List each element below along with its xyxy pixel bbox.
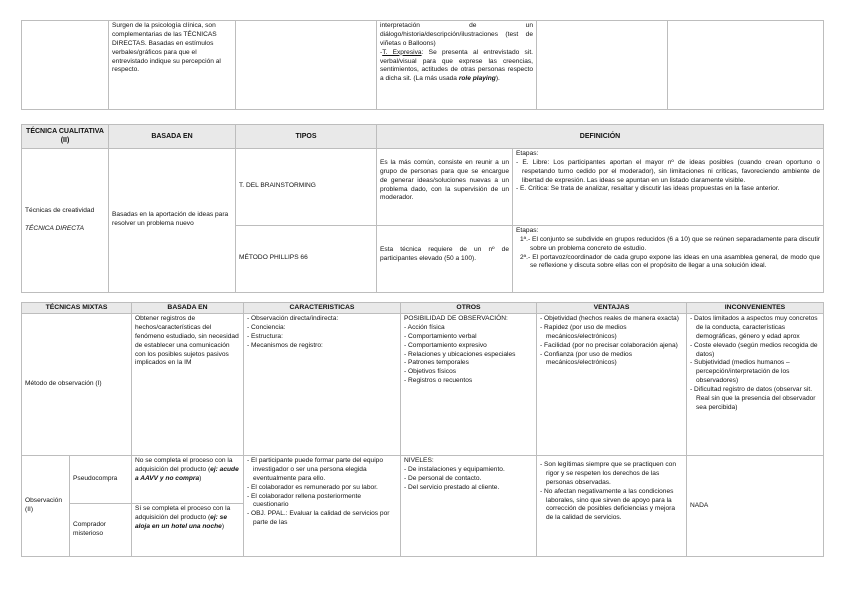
posibilidad-label: POSIBILIDAD DE OBSERVACIÓN: <box>404 315 508 322</box>
cell-comprador-misterioso: Comprador misterioso <box>70 504 132 557</box>
header-definicion: DEFINICIÓN <box>377 125 824 149</box>
cell-empty <box>236 21 377 110</box>
cell-tipo-brainstorming: T. DEL BRAINSTORMING <box>236 148 377 225</box>
def-phillips-etapas: Etapas: 1ª.- El conjunto se subdivide en grupos reducidos (6 a 10) que se reúnen separadamente para discutir sobre un problema concreto de estudio. 2ª.- El portavoz/coordinador de cada grupo expone las ideas en una asamblea general, de modo que se reflexione y discuta sobre ellas con el propósito de llegar a una solución ideal. <box>516 226 820 270</box>
cell-tipo-phillips: MÉTODO PHILLIPS 66 <box>236 225 377 292</box>
cell-def-brainstorming <box>377 148 824 225</box>
cell-comprador-basada: Sí se completa el proceso con la adquisición del producto (ej: se aloja en un hotel una noche) <box>132 504 244 557</box>
cell-metodo-basada: Obtener registros de hechos/características del fenómeno estudiado, sin necesidad de establecer una comunicación con los posibles sujetos pasivos implicados en la IM <box>132 314 244 456</box>
table-tecnicas-indirectas-cont <box>21 20 824 110</box>
tecnica-label: Técnicas de creatividad <box>25 206 95 214</box>
header-tecnicas-mixtas: TÉCNICAS MIXTAS <box>22 303 132 314</box>
cell-metodo-caracteristicas: - Observación directa/indirecta: - Conciencia: - Estructura: - Mecanismos de registro: <box>244 314 401 456</box>
cell-pseudocompra-basada: No se completa el proceso con la adquisición del producto (ej: acude a AAVV y no compra) <box>132 456 244 504</box>
etapa-2: 2ª.- El portavoz/coordinador de cada grupo expone las ideas en una asamblea general, de modo que se reflexione y discuta sobre ellas con el propósito de llegar a una solución ideal. <box>520 253 820 270</box>
cell-observacion-ii: Observación (II) <box>22 456 70 557</box>
def-interpretacion: interpretación de un diálogo/historia/descripción/ilustraciones (test de viñetas o Balloons) <box>380 22 533 47</box>
cell-empty <box>537 21 668 110</box>
cell-obs-ventajas: - Son legítimas siempre que se practiquen con rigor y se respeten los derechos de las personas observadas. - No afectan negativamente a las condiciones laborales, sino que sirven de apoyo para la corrección de posibles deficiencias y mejora de la calidad de servicios. <box>537 456 687 557</box>
etapa-critica: - E. Crítica: Se trata de analizar, resaltar y discutir las ideas propuestas en la fase anterior. <box>522 185 820 194</box>
cell-tecnica <box>22 148 109 292</box>
cell-pseudocompra: Pseudocompra <box>70 456 132 504</box>
cell-basada: Basadas en la aportación de ideas para resolver un problema nuevo <box>109 148 236 292</box>
header-otros: OTROS <box>401 303 537 314</box>
header-tecnica: TÉCNICA CUALITATIVA (II) <box>22 125 109 149</box>
cell-metodo-observacion: Método de observación (I) <box>22 314 132 456</box>
niveles-label: NIVELES: <box>404 457 434 464</box>
header-basada: BASADA EN <box>132 303 244 314</box>
cell-metodo-ventajas: - Objetividad (hechos reales de manera exacta) - Rapidez (por uso de medios mecánicos/electrónicos) - Facilidad (por no precisar colaboración ajena) - Confianza (por uso de medios mecánicos/electrónicos) <box>537 314 687 456</box>
cell-empty <box>668 21 824 110</box>
header-inconvenientes: INCONVENIENTES <box>687 303 824 314</box>
cell-def-phillips <box>377 225 824 292</box>
table-tecnicas-mixtas <box>21 302 824 557</box>
def-phillips-text: Esta técnica requiere de un nº de participantes elevado (50 a 100). <box>377 226 513 292</box>
tecnica-sub: TÉCNICA DIRECTA <box>25 224 84 232</box>
cell-metodo-inconvenientes: - Datos limitados a aspectos muy concretos de la conducta, características demográficas, género y edad aprox - Coste elevado (según medios recogida de datos) - Subjetividad (medios humanos – percepción/interpretación de los observadores) - Dificultad registro de datos (observar sit. Real sin que la presencia del observador sea percibida) <box>687 314 824 456</box>
header-tipos: TIPOS <box>236 125 377 149</box>
etapa-1: 1ª.- El conjunto se subdivide en grupos reducidos (6 a 10) que se reúnen separadamente para discutir sobre un problema concreto de estudio. <box>520 235 820 252</box>
table-tecnica-cualitativa-ii <box>21 124 824 293</box>
def-expresiva: -T. Expresiva: Se presenta al entrevistado sit. verbal/visual para que exprese las creencias, sentimientos, actitudes de otras personas respecto a dicha sit. (La más usada role playing). <box>380 48 533 83</box>
header-caracteristicas: CARACTERISTICAS <box>244 303 401 314</box>
etapa-libre: - E. Libre: Los participantes aportan el mayor nº de ideas posibles (cuando crean oportuno o respetando turno cedido por el moderador), sin limitaciones ni críticas, favoreciendo ambiente de libertad de expresión. Las ideas se apuntan en un listado claramente visible. <box>522 159 820 186</box>
cell-obs-inconvenientes: NADA <box>687 456 824 557</box>
def-brainstorming-text: Es la más común, consiste en reunir a un grupo de personas para que se encargue de generar ideas/soluciones nuevas a un problema dado, con la supervisión de un moderador. <box>377 149 513 225</box>
cell-metodo-otros: POSIBILIDAD DE OBSERVACIÓN: - Acción física - Comportamiento verbal - Comportamiento expresivo - Relaciones y ubicaciones especiales - Patrones temporales - Objetivos físicos - Registros o recuentos <box>401 314 537 456</box>
header-ventajas: VENTAJAS <box>537 303 687 314</box>
cell-basada-en <box>109 21 236 110</box>
basada-text: Surgen de la psicología clínica, son complementarias de las TÉCNICAS DIRECTAS. Basadas en estímulos verbales/gráficos para que el entrevistado indique su percepción al respecto. <box>112 22 221 74</box>
cell-definicion <box>377 21 537 110</box>
cell-obs-caracteristicas: - El participante puede formar parte del equipo investigador o ser una persona elegida eventualmente para ello. - El colaborador es remunerado por su labor. - El colaborador rellena posteriormente cuestionario - OBJ. PPAL.: Evaluar la calidad de servicios por parte de las <box>244 456 401 557</box>
def-brainstorming-etapas: Etapas: - E. Libre: Los participantes aportan el mayor nº de ideas posibles (cuando crean oportuno o respetando turno cedido por el moderador), sin limitaciones ni críticas, favoreciendo ambiente de libertad de expresión. Las ideas se apuntan en un listado claramente visible. - E. Crítica: Se trata de analizar, resaltar y discutir las ideas propuestas en la fase anterior. <box>513 149 823 225</box>
cell-empty <box>22 21 109 110</box>
header-basada: BASADA EN <box>109 125 236 149</box>
cell-obs-otros: NIVELES: - De instalaciones y equipamiento. - De personal de contacto. - Del servicio prestado al cliente. <box>401 456 537 557</box>
